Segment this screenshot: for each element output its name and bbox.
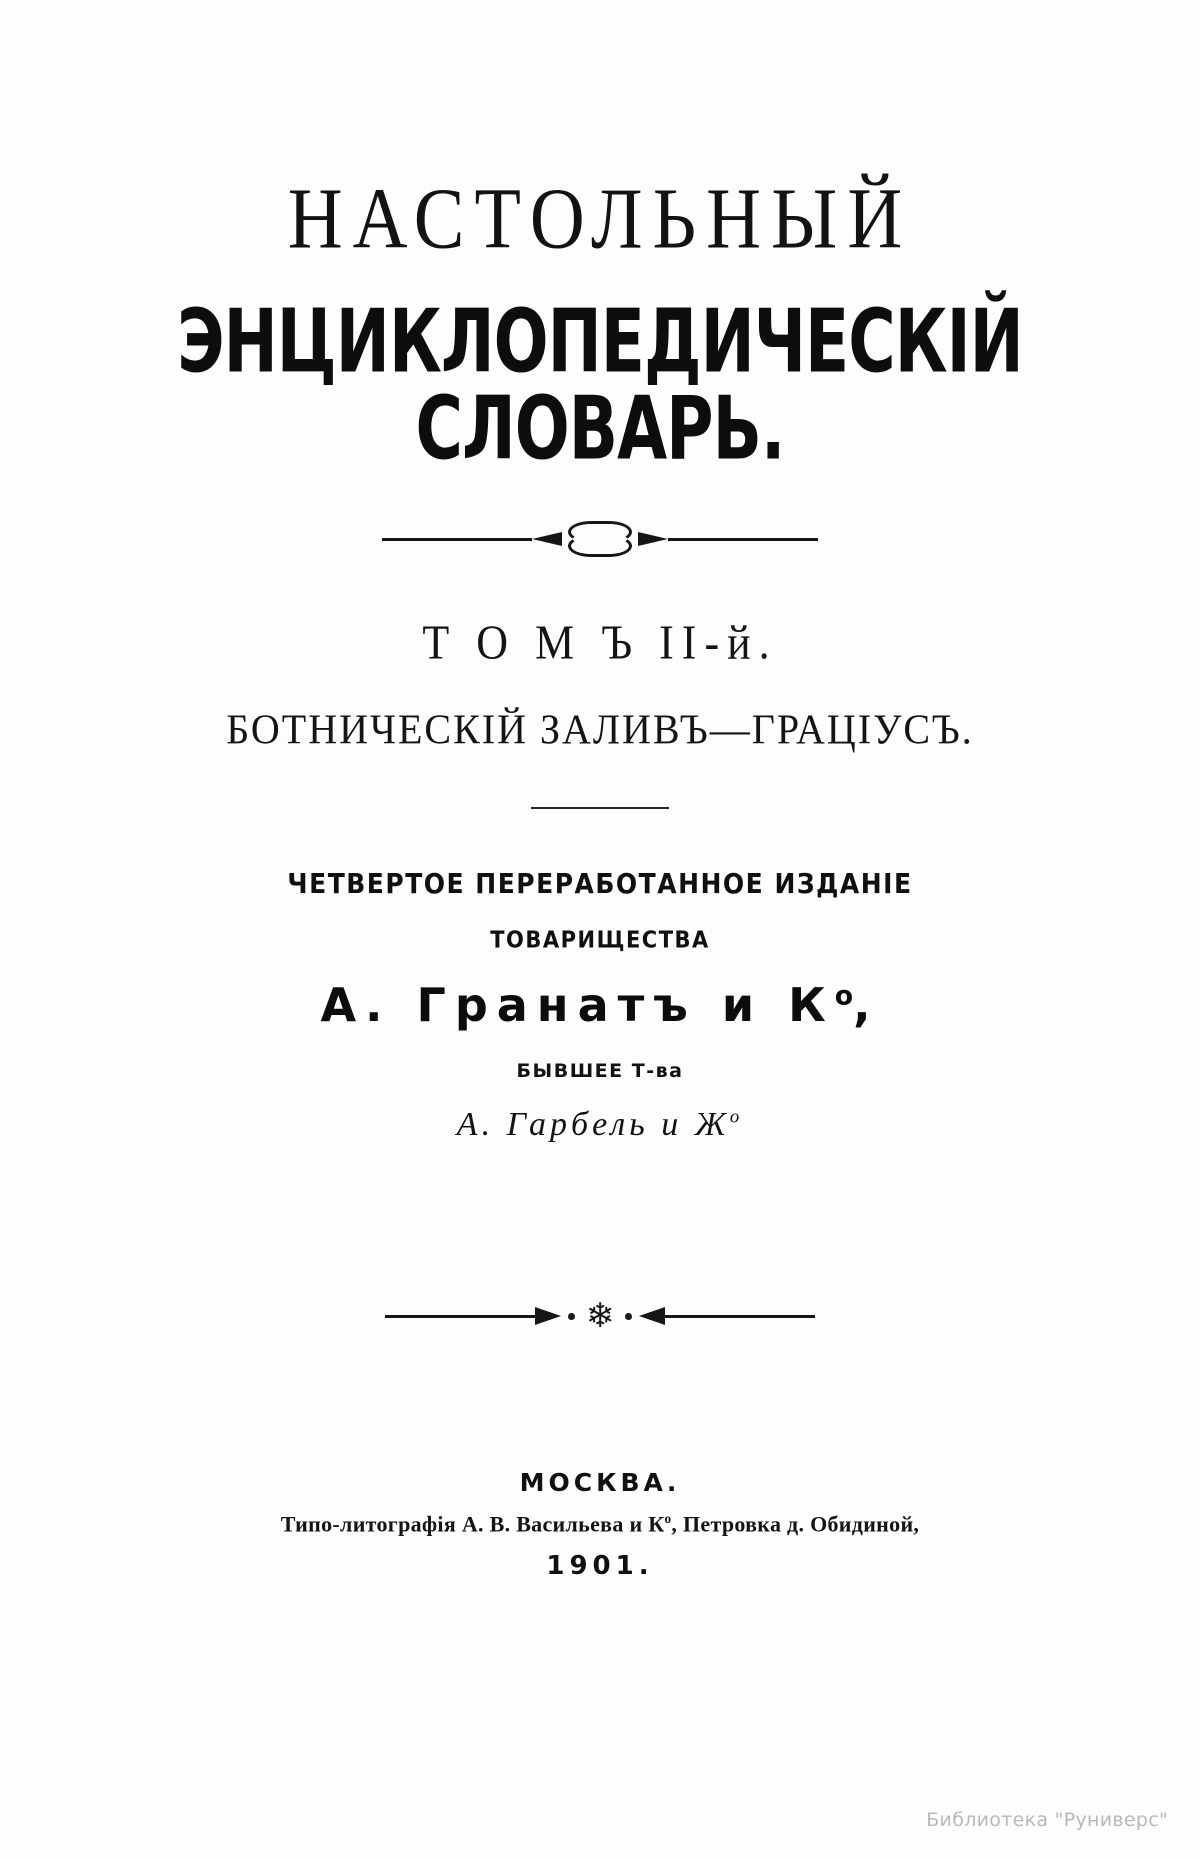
imprint-printer-address: , Петровка д. Обидиной, (671, 1511, 920, 1537)
imprint-printer-superscript: о (664, 1511, 672, 1526)
divider-rule-right (668, 538, 818, 541)
bottom-divider-rule-right (665, 1315, 815, 1318)
edition-statement: ЧЕТВЕРТОЕ ПЕРЕРАБОТАННОЕ ИЗДАНІЕ (287, 867, 913, 900)
bottom-divider-rule-left (385, 1315, 535, 1318)
divider-knot-icon (562, 522, 638, 556)
imprint-city: МОСКВА. (519, 1468, 681, 1497)
bottom-dot-left-icon (568, 1313, 575, 1320)
divider-wing-right-icon (638, 532, 668, 546)
knot-divider-ornament (0, 519, 1200, 559)
partnership-label: ТОВАРИЩЕСТВА (490, 926, 710, 954)
divider-rule-left (382, 538, 532, 541)
former-firm-label: БЫВШЕЕ Т-ва (516, 1060, 684, 1082)
volume-range-label: БОТНИЧЕСКІЙ ЗАЛИВЪ—ГРАЦІУСЪ. (226, 705, 974, 754)
library-watermark: Библиотека "Руниверс" (926, 1809, 1168, 1831)
bottom-arrow-left-icon (639, 1307, 665, 1325)
former-firm-name (0, 1106, 1200, 1144)
snowflake-star-icon: ❄ (585, 1296, 615, 1336)
publisher-firm-text: А. Гранатъ и К (320, 978, 835, 1032)
bottom-dot-right-icon (625, 1313, 632, 1320)
volume-label: Т О М Ъ II-й. (422, 615, 778, 670)
imprint-block (0, 1468, 1200, 1581)
imprint-year: 1901. (546, 1551, 654, 1582)
imprint-printer (0, 1511, 1200, 1537)
star-divider-ornament (0, 1294, 1200, 1338)
former-firm-superscript: о (729, 1106, 744, 1128)
imprint-printer-text: Типо-литографія А. В. Васильева и К (280, 1511, 665, 1537)
publisher-firm-name (0, 978, 1200, 1032)
publisher-firm-trailing: , (853, 978, 880, 1032)
divider-wing-left-icon (532, 532, 562, 546)
page-title-main: НАСТОЛЬНЫЙ (287, 170, 913, 267)
page-title-subtitle: ЭНЦИКЛОПЕДИЧЕСКІЙ СЛОВАРЬ. (177, 291, 1023, 480)
bottom-arrow-right-icon (535, 1307, 561, 1325)
short-rule-divider (531, 807, 669, 809)
former-firm-text: А. Гарбель и Ж (456, 1106, 730, 1143)
publisher-firm-superscript: о (834, 980, 854, 1012)
